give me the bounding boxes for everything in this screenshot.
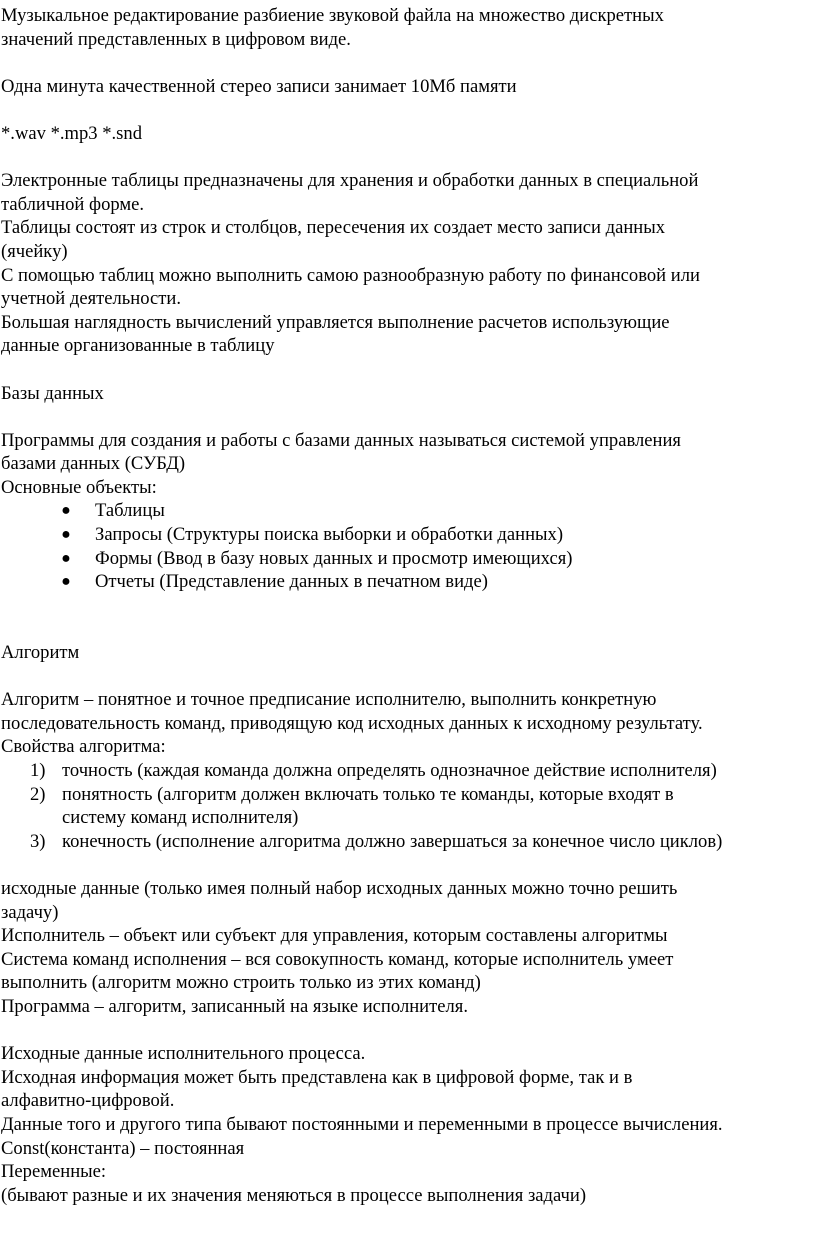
text-line: Исходные данные исполнительного процесса.	[1, 1043, 366, 1065]
sound-size-paragraph: Одна минута качественной стерео записи занимает 10Мб памяти	[1, 75, 517, 97]
text-line: Const(константа) – постоянная	[1, 1137, 245, 1159]
algorithm-definition-paragraph	[0, 688, 807, 759]
text-line: (бывают разные и их значения меняються в процессе выполнения задачи)	[1, 1184, 587, 1206]
text-line: Музыкальное редактирование разбиение звуковой файла на множество дискретных	[1, 5, 664, 26]
text-line: Свойства алгоритма:	[1, 736, 166, 758]
list-item	[0, 570, 816, 594]
sound-editing-paragraph	[0, 4, 807, 51]
list-item	[0, 523, 816, 547]
list-item-text: Отчеты (Представление данных в печатном виде)	[95, 571, 488, 593]
list-item-text: точность (каждая команда должна определять однозначное действие исполнителя)	[62, 760, 717, 781]
list-item-text: Таблицы	[95, 500, 165, 522]
list-number: 1)	[30, 760, 46, 781]
text-line: Программы для создания и работы с базами данных называться системой управления	[1, 429, 681, 451]
list-item	[0, 499, 816, 523]
algorithm-properties-list	[0, 759, 816, 853]
input-data-paragraph	[0, 1042, 807, 1207]
algorithm-heading: Алгоритм	[1, 642, 80, 664]
text-line: Алгоритм – понятное и точное предписание исполнителю, выполнить конкретную	[1, 689, 657, 711]
text-line: Основные объекты:	[1, 476, 157, 498]
text-line: Исходная информация может быть представлена как в цифровой форме, так и в	[1, 1066, 633, 1088]
list-number: 2)	[30, 783, 46, 805]
bullet-icon: ●	[61, 502, 71, 520]
list-item-text: Запросы (Структуры поиска выборки и обработки данных)	[95, 524, 564, 546]
text-line: Данные того и другого типа бывают постоянными и переменными в процессе вычисления.	[1, 1113, 723, 1135]
text-line: учетной деятельности.	[1, 288, 181, 310]
list-item-text: конечность (исполнение алгоритма должно завершаться за конечное число циклов)	[62, 830, 723, 852]
list-item-text: систему команд исполнителя)	[62, 807, 299, 829]
list-item	[0, 759, 816, 783]
algorithm-terms-paragraph	[0, 877, 807, 1019]
list-number: 3)	[30, 830, 46, 852]
text-line: алфавитно-цифровой.	[1, 1090, 175, 1112]
text-line: Исполнитель – объект или субъект для управления, которым составлены алгоритмы	[1, 925, 668, 947]
text-line: (ячейку)	[1, 240, 68, 262]
text-line: исходные данные (только имея полный набор исходных данных можно точно решить	[1, 877, 678, 899]
text-line: данные организованные в таблицу	[1, 335, 275, 357]
text-line: Большая наглядность вычислений управляется выполнение расчетов использующие	[1, 311, 670, 333]
databases-heading: Базы данных	[1, 382, 104, 404]
bullet-icon: ●	[61, 526, 71, 544]
text-line: последовательность команд, приводящую код исходных данных к исходному результату.	[1, 712, 703, 734]
sound-formats-paragraph: *.wav *.mp3 *.snd	[1, 122, 142, 144]
text-line: табличной форме.	[1, 193, 145, 215]
list-item	[0, 783, 816, 830]
database-objects-list	[0, 499, 816, 593]
list-item-text: понятность (алгоритм должен включать только те команды, которые входят в	[62, 783, 674, 805]
text-line: Переменные:	[1, 1161, 107, 1183]
text-line: выполнить (алгоритм можно строить только из этих команд)	[1, 972, 481, 994]
text-line: Программа – алгоритм, записанный на языке исполнителя.	[1, 995, 468, 1017]
list-item-text: Формы (Ввод в базу новых данных и просмотр имеющихся)	[95, 547, 573, 569]
text-line: Система команд исполнения – вся совокупность команд, которые исполнитель умеет	[1, 948, 674, 970]
bullet-icon: ●	[61, 573, 71, 591]
text-line: Таблицы состоят из строк и столбцов, пересечения их создает место записи данных	[1, 217, 666, 239]
spreadsheets-paragraph	[0, 169, 807, 358]
text-line: Электронные таблицы предназначены для хранения и обработки данных в специальной	[1, 170, 699, 192]
text-line: С помощью таблиц можно выполнить самою разнообразную работу по финансовой или	[1, 264, 700, 286]
bullet-icon: ●	[61, 549, 71, 567]
list-item	[0, 830, 816, 854]
text-line: значений представленных в цифровом виде.	[1, 28, 351, 50]
text-line: базами данных (СУБД)	[1, 453, 186, 475]
text-line: задачу)	[1, 901, 59, 923]
databases-paragraph	[0, 429, 807, 500]
list-item	[0, 547, 816, 571]
